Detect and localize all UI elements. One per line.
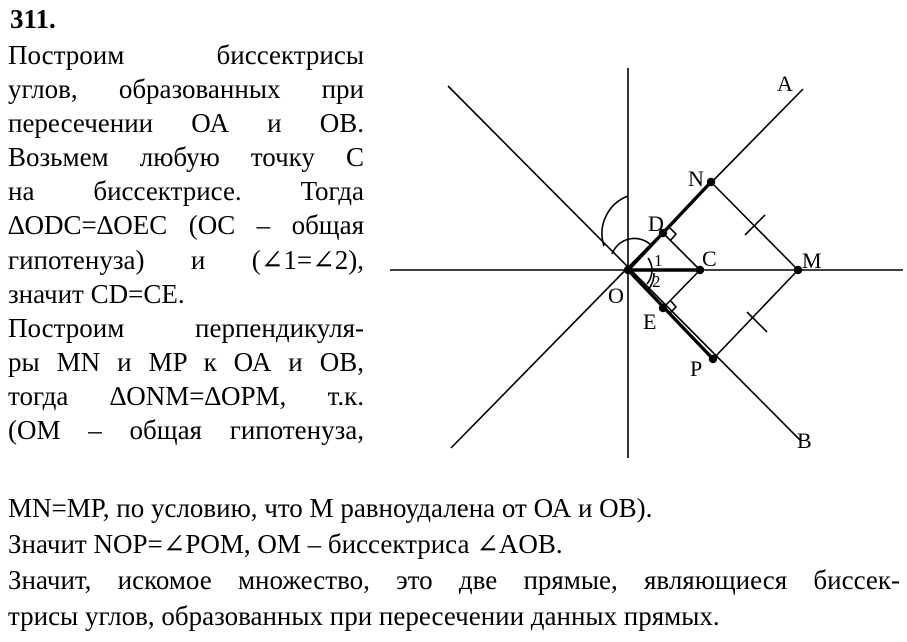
problem-number: 311. (10, 4, 56, 34)
segment-ce (663, 270, 700, 308)
text-line: углов, образованных при (8, 74, 364, 105)
label-m: M (802, 248, 822, 273)
text-line: ∆ODC=∆OEC (OC – общая (8, 210, 364, 241)
point-n (707, 178, 715, 186)
label-angle-2: 2 (652, 272, 661, 291)
point-p (709, 355, 717, 363)
text-line: Построим перпендикуля- (8, 312, 364, 343)
segment-dc (663, 233, 700, 270)
tick-mark (745, 215, 765, 235)
label-b: B (797, 428, 812, 453)
text-line: ры MN и MP к ОА и ОВ, (8, 346, 364, 377)
text-line: значит CD=CE. (8, 278, 185, 309)
segment-op-bold (628, 270, 713, 359)
label-angle-1: 1 (654, 251, 663, 270)
label-p: P (690, 356, 703, 381)
label-c: C (702, 246, 717, 271)
text-line: Возьмем любую точку С (8, 142, 364, 173)
text-line: на биссектрисе. Тогда (8, 176, 364, 207)
segment-mp (713, 270, 798, 359)
point-e (659, 304, 667, 312)
tick-mark (747, 312, 767, 332)
segment-on-bold (628, 182, 711, 270)
label-e: E (643, 309, 657, 334)
text-line: MN=MP, по условию, что М равноудалена от ОА и ОВ). (8, 493, 653, 523)
text-line: гипотенуза) и (∠1=∠2), (8, 244, 364, 275)
text-line: Значит NOP=∠POM, OM – биссектриса ∠AOB. (8, 529, 563, 559)
line-ob (448, 86, 801, 441)
point-o (624, 266, 632, 274)
label-a: A (777, 71, 793, 96)
label-n: N (688, 166, 704, 191)
angle-arc (602, 196, 628, 246)
text-line: Значит, искомое множество, это две прямые, являющиеся биссек- (8, 565, 900, 595)
text-line: тогда ∆ONM=∆OPM, т.к. (8, 380, 364, 411)
text-line: пересечении ОА и ОВ. (8, 108, 364, 139)
text-line: трисы углов, образованных при пересечении данных прямых. (8, 601, 720, 631)
label-o: O (608, 283, 624, 308)
text-line: Построим биссектрисы (8, 40, 364, 70)
angle-arc (648, 258, 652, 270)
point-m (794, 266, 802, 274)
right-angle-mark (669, 227, 676, 241)
label-d: D (648, 211, 664, 236)
solution-text-bottom (8, 490, 900, 634)
text-line: (OM – общая гипотенуза, (8, 415, 364, 446)
